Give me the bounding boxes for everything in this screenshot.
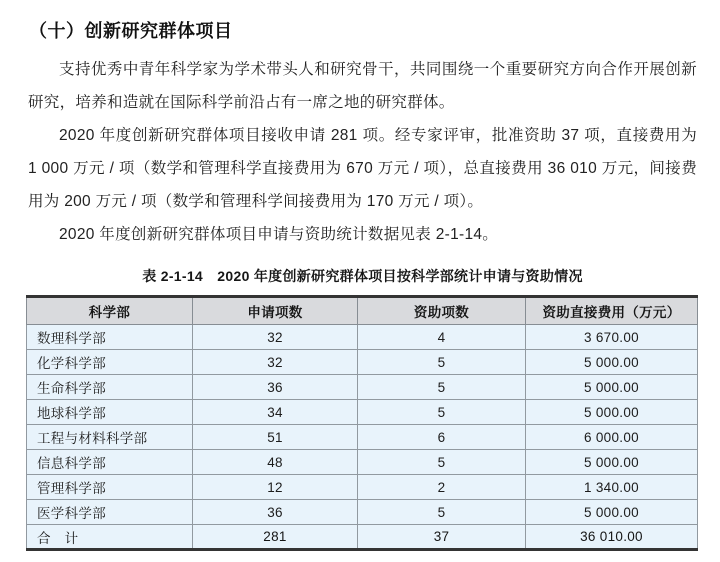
paragraph-funding-stats: 2020 年度创新研究群体项目接收申请 281 项。经专家评审，批准资助 37 项，直接费用为 1 000 万元 / 项（数学和管理科学直接费用为 670 万元 / 项），总直接费用 36 010 万元，间接费用为 200 万元 / 项（数学和管理科学间接费用为 170 万元 / 项）。	[28, 127, 697, 210]
value-cell: 1 340.00	[526, 475, 698, 500]
department-cell: 管理科学部	[27, 475, 193, 500]
department-cell: 数理科学部	[27, 325, 193, 350]
value-cell: 5	[358, 500, 526, 525]
value-cell: 36	[193, 500, 358, 525]
paragraph-intro: 支持优秀中青年科学家为学术带头人和研究骨干，共同围绕一个重要研究方向合作开展创新研究，培养和造就在国际科学前沿占有一席之地的研究群体。	[28, 61, 697, 111]
department-cell: 信息科学部	[27, 450, 193, 475]
table-row	[27, 450, 698, 475]
table-body	[27, 325, 698, 550]
table-row	[27, 475, 698, 500]
department-cell: 工程与材料科学部	[27, 425, 193, 450]
column-header: 申请项数	[193, 297, 358, 325]
table-row	[27, 425, 698, 450]
value-cell: 6	[358, 425, 526, 450]
value-cell: 32	[193, 325, 358, 350]
table-total-row	[27, 525, 698, 550]
value-cell: 5 000.00	[526, 350, 698, 375]
value-cell: 5 000.00	[526, 375, 698, 400]
table-row	[27, 350, 698, 375]
value-cell: 32	[193, 350, 358, 375]
value-cell: 12	[193, 475, 358, 500]
value-cell: 2	[358, 475, 526, 500]
value-cell: 5	[358, 450, 526, 475]
table-header-row	[27, 297, 698, 325]
value-cell: 5 000.00	[526, 500, 698, 525]
value-cell: 5 000.00	[526, 450, 698, 475]
total-value-cell: 37	[358, 525, 526, 550]
table-row	[27, 500, 698, 525]
table-caption: 表 2-1-14 2020 年度创新研究群体项目按科学部统计申请与资助情况	[142, 268, 583, 284]
column-header: 资助直接费用（万元）	[526, 297, 698, 325]
table-row	[27, 375, 698, 400]
value-cell: 5 000.00	[526, 400, 698, 425]
value-cell: 51	[193, 425, 358, 450]
value-cell: 6 000.00	[526, 425, 698, 450]
department-cell: 医学科学部	[27, 500, 193, 525]
column-header: 资助项数	[358, 297, 526, 325]
value-cell: 4	[358, 325, 526, 350]
column-header: 科学部	[27, 297, 193, 325]
total-label-cell: 合 计	[27, 525, 193, 550]
value-cell: 34	[193, 400, 358, 425]
stats-table	[26, 295, 698, 551]
value-cell: 5	[358, 400, 526, 425]
value-cell: 36	[193, 375, 358, 400]
value-cell: 3 670.00	[526, 325, 698, 350]
total-value-cell: 281	[193, 525, 358, 550]
paragraph-table-reference: 2020 年度创新研究群体项目申请与资助统计数据见表 2-1-14。	[59, 226, 499, 243]
value-cell: 5	[358, 350, 526, 375]
department-cell: 生命科学部	[27, 375, 193, 400]
department-cell: 化学科学部	[27, 350, 193, 375]
value-cell: 5	[358, 375, 526, 400]
department-cell: 地球科学部	[27, 400, 193, 425]
table-row	[27, 400, 698, 425]
value-cell: 48	[193, 450, 358, 475]
table-row	[27, 325, 698, 350]
total-value-cell: 36 010.00	[526, 525, 698, 550]
section-heading: （十）创新研究群体项目	[29, 21, 233, 41]
